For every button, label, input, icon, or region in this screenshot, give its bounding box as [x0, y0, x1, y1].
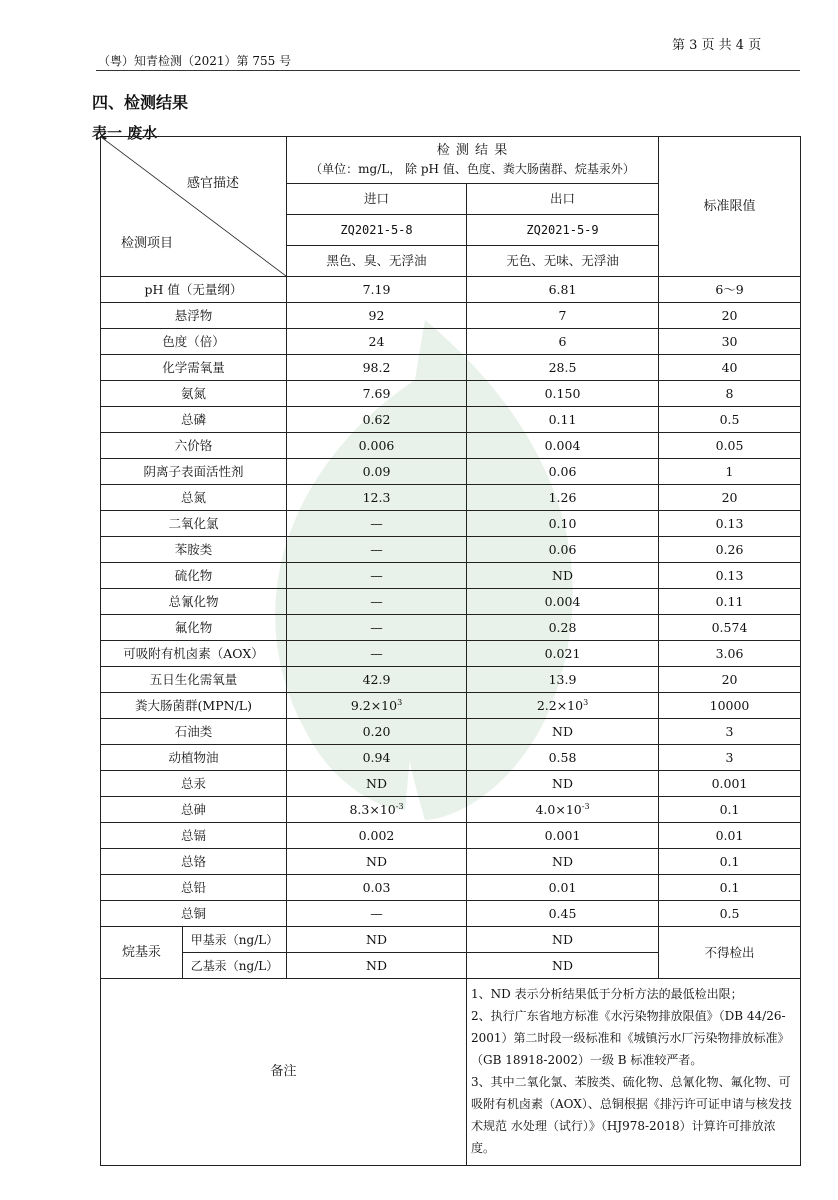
inlet-value: —	[287, 615, 467, 641]
limit-value: 20	[659, 485, 801, 511]
item-name: 粪大肠菌群(MPN/L)	[101, 693, 287, 719]
limit-value: 8	[659, 381, 801, 407]
remark-line: 3、其中二氧化氯、苯胺类、硫化物、总氰化物、氟化物、可吸附有机卤素（AOX）、总铜根据《排污许可证申请与核发技术规范 水处理（试行）》（HJ978-2018）计算许可排放浓度。	[471, 1075, 792, 1155]
limit-value: 0.01	[659, 823, 801, 849]
table-row	[101, 745, 801, 771]
outlet-value: ND	[467, 927, 659, 953]
remark-line: 1、ND 表示分析结果低于分析方法的最低检出限；	[471, 987, 743, 1001]
item-name: 总砷	[101, 797, 287, 823]
inlet-value: 0.03	[287, 875, 467, 901]
item-name: 六价铬	[101, 433, 287, 459]
limit-value: 0.05	[659, 433, 801, 459]
item-name: 总铬	[101, 849, 287, 875]
inlet-value: 0.006	[287, 433, 467, 459]
inlet-base: 9.2×10	[350, 697, 398, 713]
item-name: 二氧化氯	[101, 511, 287, 537]
outlet-value: 0.004	[467, 433, 659, 459]
limit-value: 0.11	[659, 589, 801, 615]
table-row	[101, 485, 801, 511]
result-header: 检 测 结 果	[436, 143, 509, 159]
limit-value: 0.574	[659, 615, 801, 641]
outlet-value: 0.28	[467, 615, 659, 641]
inlet-value: 98.2	[287, 355, 467, 381]
limit-value: 10000	[659, 693, 801, 719]
item-name: pH 值（无量纲）	[101, 277, 287, 303]
table-row	[101, 615, 801, 641]
table-row	[101, 381, 801, 407]
report-number: （粤）知青检测（2021）第 755 号	[98, 54, 292, 68]
outlet-exponent: -3	[581, 801, 590, 811]
waste-water-table	[100, 136, 801, 1166]
inlet-value: 7.19	[287, 277, 467, 303]
item-name: 石油类	[101, 719, 287, 745]
header-divider	[96, 70, 800, 71]
limit-value: 0.5	[659, 407, 801, 433]
alkyl-mercury-group: 烷基汞	[101, 927, 183, 979]
inlet-value: ND	[287, 849, 467, 875]
item-name: 阴离子表面活性剂	[101, 459, 287, 485]
remarks-content	[467, 979, 801, 1166]
limit-value: 20	[659, 303, 801, 329]
remark-line: 2、执行广东省地方标准《水污染物排放限值》（DB 44/26-2001）第二时段一级标准和《城镇污水厂污染物排放标准》（GB 18918-2002）一级 B 标准较严者。	[471, 1009, 790, 1067]
table-row	[101, 693, 801, 719]
table-row	[101, 277, 801, 303]
table-row	[101, 797, 801, 823]
limit-value: 0.001	[659, 771, 801, 797]
methyl-mercury-label: 甲基汞（ng/L）	[183, 927, 287, 953]
outlet-value: ND	[467, 563, 659, 589]
outlet-value: 0.58	[467, 745, 659, 771]
item-name: 总镉	[101, 823, 287, 849]
outlet-label: 出口	[467, 184, 659, 215]
inlet-value: 0.002	[287, 823, 467, 849]
inlet-value: ND	[287, 927, 467, 953]
inlet-label: 进口	[287, 184, 467, 215]
sensory-description-label: 感官描述	[187, 176, 240, 191]
inlet-exponent: -3	[395, 801, 404, 811]
inlet-value: —	[287, 901, 467, 927]
table-row	[101, 641, 801, 667]
inlet-value: —	[287, 537, 467, 563]
inlet-value: 24	[287, 329, 467, 355]
outlet-sample-id: ZQ2021-5-9	[467, 215, 659, 246]
table-row	[101, 875, 801, 901]
outlet-value: 0.01	[467, 875, 659, 901]
outlet-value: 0.11	[467, 407, 659, 433]
inlet-value: 0.62	[287, 407, 467, 433]
limit-value: 6～9	[659, 277, 801, 303]
outlet-base: 2.2×10	[536, 697, 584, 713]
item-name: 五日生化需氧量	[101, 667, 287, 693]
item-name: 总汞	[101, 771, 287, 797]
inlet-value: 0.94	[287, 745, 467, 771]
outlet-exponent: 3	[583, 697, 589, 707]
outlet-description: 无色、无味、无浮油	[467, 246, 659, 277]
table-row	[101, 927, 801, 953]
table-row	[101, 407, 801, 433]
limit-value: 30	[659, 329, 801, 355]
item-name: 总氰化物	[101, 589, 287, 615]
table-row	[101, 537, 801, 563]
inlet-value: —	[287, 589, 467, 615]
table-row	[101, 433, 801, 459]
inlet-base: 8.3×10	[349, 801, 396, 817]
limit-value: 0.26	[659, 537, 801, 563]
outlet-value: ND	[467, 719, 659, 745]
limit-value: 3	[659, 719, 801, 745]
outlet-value: 28.5	[467, 355, 659, 381]
limit-value: 0.1	[659, 797, 801, 823]
outlet-value	[467, 797, 659, 823]
table-row	[101, 667, 801, 693]
table-row	[101, 459, 801, 485]
inlet-value: 7.69	[287, 381, 467, 407]
item-name: 化学需氧量	[101, 355, 287, 381]
table-row	[101, 823, 801, 849]
inlet-exponent: 3	[397, 697, 403, 707]
limit-value: 不得检出	[659, 927, 801, 979]
remarks-label: 备注	[101, 979, 467, 1166]
inlet-description: 黑色、臭、无浮油	[287, 246, 467, 277]
table-row	[101, 329, 801, 355]
inlet-value: —	[287, 641, 467, 667]
table-row	[101, 719, 801, 745]
item-name: 悬浮物	[101, 303, 287, 329]
inlet-value: ND	[287, 953, 467, 979]
limit-value: 0.13	[659, 511, 801, 537]
remarks-row	[101, 979, 801, 1166]
inlet-value: 42.9	[287, 667, 467, 693]
item-name: 苯胺类	[101, 537, 287, 563]
outlet-value: 0.45	[467, 901, 659, 927]
item-name: 氨氮	[101, 381, 287, 407]
inlet-value: —	[287, 563, 467, 589]
limit-value: 3	[659, 745, 801, 771]
page-indicator: 第 3 页 共 4 页	[672, 38, 762, 53]
limit-value: 1	[659, 459, 801, 485]
inlet-value: 12.3	[287, 485, 467, 511]
outlet-value: 0.06	[467, 537, 659, 563]
standard-limit-header: 标准限值	[659, 137, 801, 277]
outlet-value: 13.9	[467, 667, 659, 693]
inlet-value	[287, 797, 467, 823]
item-name: 总磷	[101, 407, 287, 433]
table-row	[101, 771, 801, 797]
outlet-value: 0.06	[467, 459, 659, 485]
outlet-value	[467, 693, 659, 719]
limit-value: 0.5	[659, 901, 801, 927]
item-name: 总氮	[101, 485, 287, 511]
item-name: 总铜	[101, 901, 287, 927]
outlet-value: ND	[467, 849, 659, 875]
item-name: 总铅	[101, 875, 287, 901]
table-row	[101, 303, 801, 329]
outlet-value: 0.10	[467, 511, 659, 537]
inlet-value: ND	[287, 771, 467, 797]
outlet-value: 0.021	[467, 641, 659, 667]
inlet-value: 0.20	[287, 719, 467, 745]
table-row	[101, 355, 801, 381]
section-title: 四、检测结果	[92, 93, 189, 112]
inlet-value: 92	[287, 303, 467, 329]
table-title: 表一 废水	[92, 124, 158, 142]
item-name: 可吸附有机卤素（AOX）	[101, 641, 287, 667]
table-row	[101, 589, 801, 615]
inlet-value: —	[287, 511, 467, 537]
item-name: 氟化物	[101, 615, 287, 641]
outlet-base: 4.0×10	[535, 801, 582, 817]
outlet-value: 0.150	[467, 381, 659, 407]
item-name: 色度（倍）	[101, 329, 287, 355]
item-name: 硫化物	[101, 563, 287, 589]
outlet-value: 1.26	[467, 485, 659, 511]
outlet-value: 0.001	[467, 823, 659, 849]
outlet-value: ND	[467, 771, 659, 797]
limit-value: 0.13	[659, 563, 801, 589]
ethyl-mercury-label: 乙基汞（ng/L）	[183, 953, 287, 979]
outlet-value: 7	[467, 303, 659, 329]
limit-value: 3.06	[659, 641, 801, 667]
outlet-value: 6.81	[467, 277, 659, 303]
table-row	[101, 511, 801, 537]
table-row	[101, 901, 801, 927]
limit-value: 40	[659, 355, 801, 381]
inlet-sample-id: ZQ2021-5-8	[287, 215, 467, 246]
limit-value: 0.1	[659, 849, 801, 875]
limit-value: 20	[659, 667, 801, 693]
outlet-value: 6	[467, 329, 659, 355]
test-item-label: 检测项目	[121, 236, 174, 251]
diagonal-header-cell	[101, 137, 287, 277]
outlet-value: 0.004	[467, 589, 659, 615]
limit-value: 0.1	[659, 875, 801, 901]
table-row	[101, 849, 801, 875]
item-name: 动植物油	[101, 745, 287, 771]
table-row	[101, 563, 801, 589]
inlet-value	[287, 693, 467, 719]
inlet-value: 0.09	[287, 459, 467, 485]
unit-note: （单位：mg/L， 除 pH 值、色度、粪大肠菌群、烷基汞外）	[310, 162, 635, 177]
outlet-value: ND	[467, 953, 659, 979]
result-header-cell	[287, 137, 659, 184]
